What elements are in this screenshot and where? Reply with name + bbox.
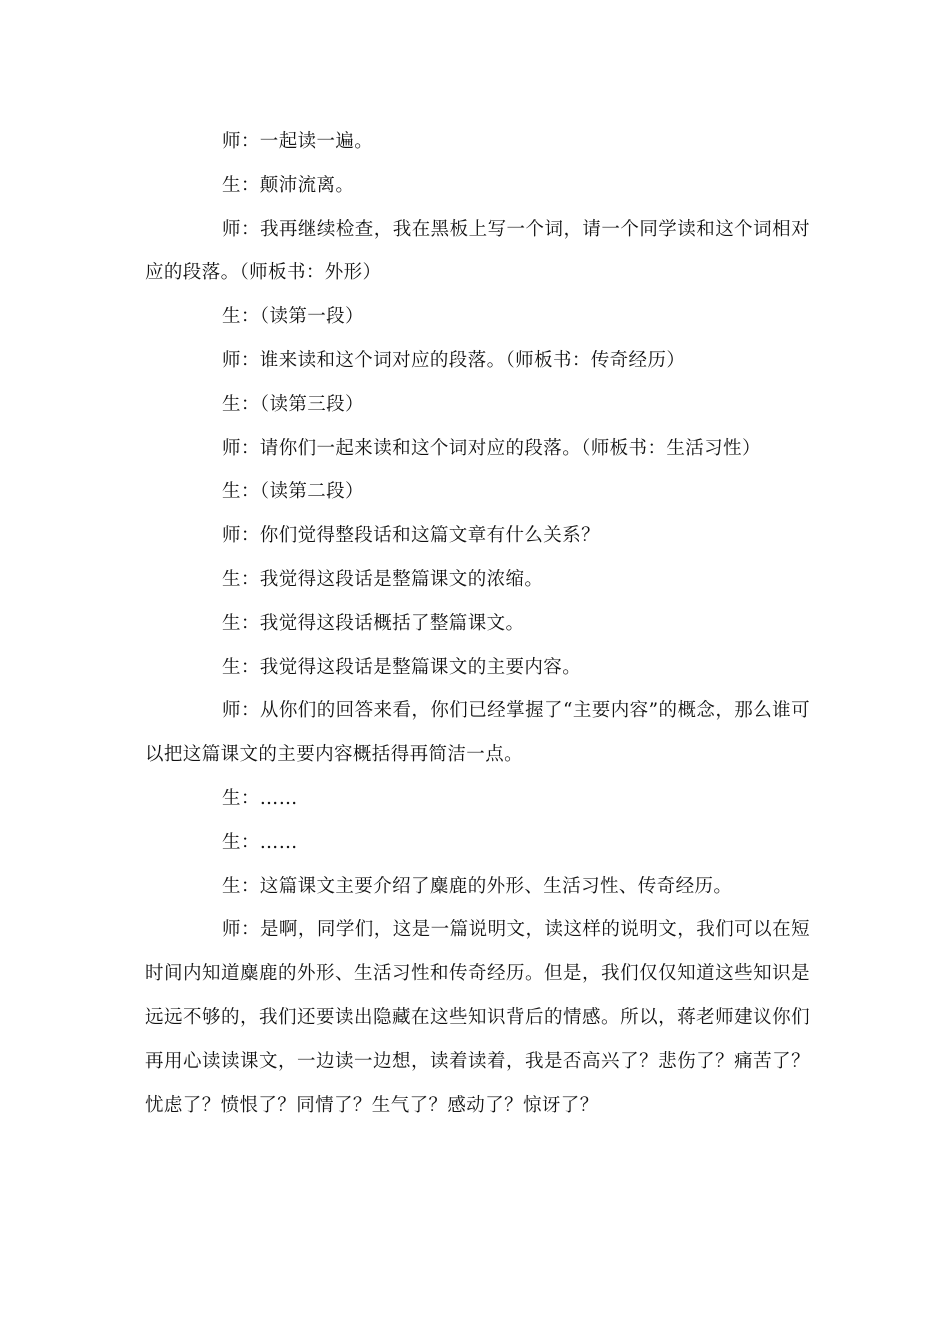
dialogue-paragraph: 生：（读第二段） [222,481,364,503]
dialogue-paragraph: 师：谁来读和这个词对应的段落。（师板书：传奇经历） [222,349,686,371]
dialogue-paragraph: 师：我再继续检查，我在黑板上写一个词，请一个同学读和这个词相对应的段落。（师板书：外形） [145,218,810,284]
document-body [145,120,810,1127]
dialogue-paragraph: 生：…… [222,831,298,853]
dialogue-paragraph: 师：一起读一遍。 [222,131,374,152]
dialogue-paragraph: 师：请你们一起来读和这个词对应的段落。（师板书：生活习性） [222,437,761,459]
dialogue-paragraph: 生：我觉得这段话是整篇课文的浓缩。 [222,568,544,590]
dialogue-paragraph: 生：…… [222,787,298,809]
dialogue-paragraph: 生：（读第一段） [222,306,364,328]
dialogue-paragraph: 生：我觉得这段话是整篇课文的主要内容。 [222,656,582,678]
dialogue-paragraph: 师：是啊，同学们，这是一篇说明文，读这样的说明文，我们可以在短时间内知道麋鹿的外形、生活习性和传奇经历。但是，我们仅仅知道这些知识是远远不够的，我们还要读出隐藏在这些知识背后的情感。所以，蒋老师建议你们再用心读读课文，一边读一边想，读着读着，我是否高兴了？悲伤了？痛苦了？忧虑了？愤恨了？同情了？生气了？感动了？惊讶了？ [145,919,810,1116]
dialogue-paragraph: 生：我觉得这段话概括了整篇课文。 [222,612,525,634]
dialogue-paragraph: 师：从你们的回答来看，你们已经掌握了“主要内容”的概念，那么谁可以把这篇课文的主要内容概括得再简洁一点。 [145,700,810,766]
dialogue-paragraph: 生：这篇课文主要介绍了麋鹿的外形、生活习性、传奇经历。 [222,875,733,897]
dialogue-paragraph: 生：颠沛流离。 [222,174,355,196]
dialogue-paragraph: 师：你们觉得整段话和这篇文章有什么关系？ [222,525,601,547]
dialogue-paragraph: 生：（读第三段） [222,393,364,415]
